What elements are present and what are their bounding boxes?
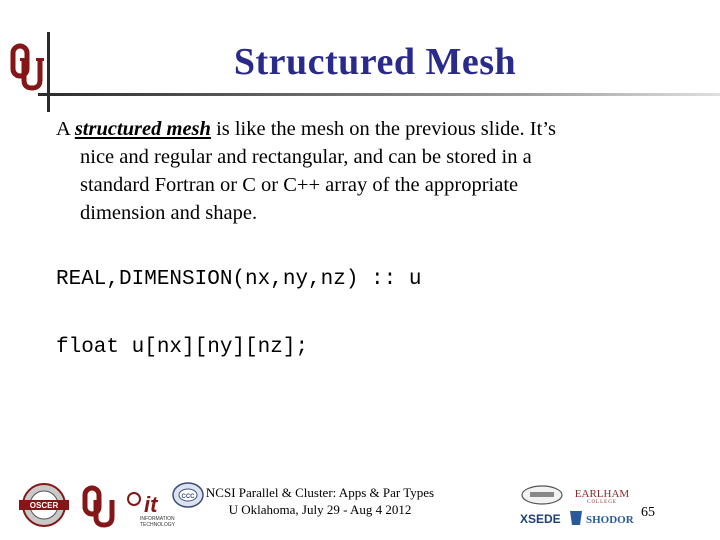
it-logo-sub2: TECHNOLOGY xyxy=(140,522,176,528)
paragraph-line-1 xyxy=(56,115,666,143)
fortran-code-line: REAL,DIMENSION(nx,ny,nz) :: u xyxy=(56,268,422,291)
ou-logo-icon xyxy=(10,44,46,92)
it-logo-icon xyxy=(120,486,176,528)
it-logo-text: it xyxy=(144,492,158,517)
xsede-logo-icon xyxy=(518,508,566,528)
footer-line-2: U Oklahoma, July 29 - Aug 4 2012 xyxy=(228,502,412,517)
shodor-logo-icon xyxy=(568,507,636,529)
paragraph-text: A xyxy=(56,118,75,140)
paragraph-text: is like the mesh on the previous slide. It’s xyxy=(210,118,556,140)
earlham-logo-text: EARLHAM xyxy=(574,488,630,500)
ou-footer-logo-icon xyxy=(82,486,118,528)
earlham-logo-icon xyxy=(568,486,636,504)
earlham-logo-sub: COLLEGE xyxy=(587,500,617,505)
oscer-logo-icon xyxy=(14,482,74,528)
oscer-logo-text: OSCER xyxy=(29,501,59,510)
paragraph-line-3: standard Fortran or C or C++ array of the appropriate xyxy=(80,174,519,196)
institution-seal-icon xyxy=(520,484,564,506)
it-logo-sub1: INFORMATION xyxy=(140,516,175,522)
ccc-logo-text: CCC xyxy=(181,494,195,500)
xsede-logo-text: XSEDE xyxy=(520,512,561,526)
structured-mesh-term: structured mesh xyxy=(74,118,211,140)
footer-caption xyxy=(195,484,445,518)
page-number: 65 xyxy=(641,505,655,520)
header-horizontal-rule xyxy=(38,93,720,96)
ou-logo-text: OU xyxy=(100,528,102,529)
c-code-line: float u[nx][ny][nz]; xyxy=(56,336,309,359)
slide-title: Structured Mesh xyxy=(233,41,517,83)
footer-line-1: NCSI Parallel & Cluster: Apps & Par Types xyxy=(205,485,435,500)
paragraph-line-2: nice and regular and rectangular, and can be stored in a xyxy=(80,146,532,168)
paragraph-line-4: dimension and shape. xyxy=(80,202,258,224)
body-paragraph xyxy=(56,115,666,227)
header-vertical-rule xyxy=(47,32,50,112)
shodor-logo-text: SHODOR xyxy=(586,514,634,526)
